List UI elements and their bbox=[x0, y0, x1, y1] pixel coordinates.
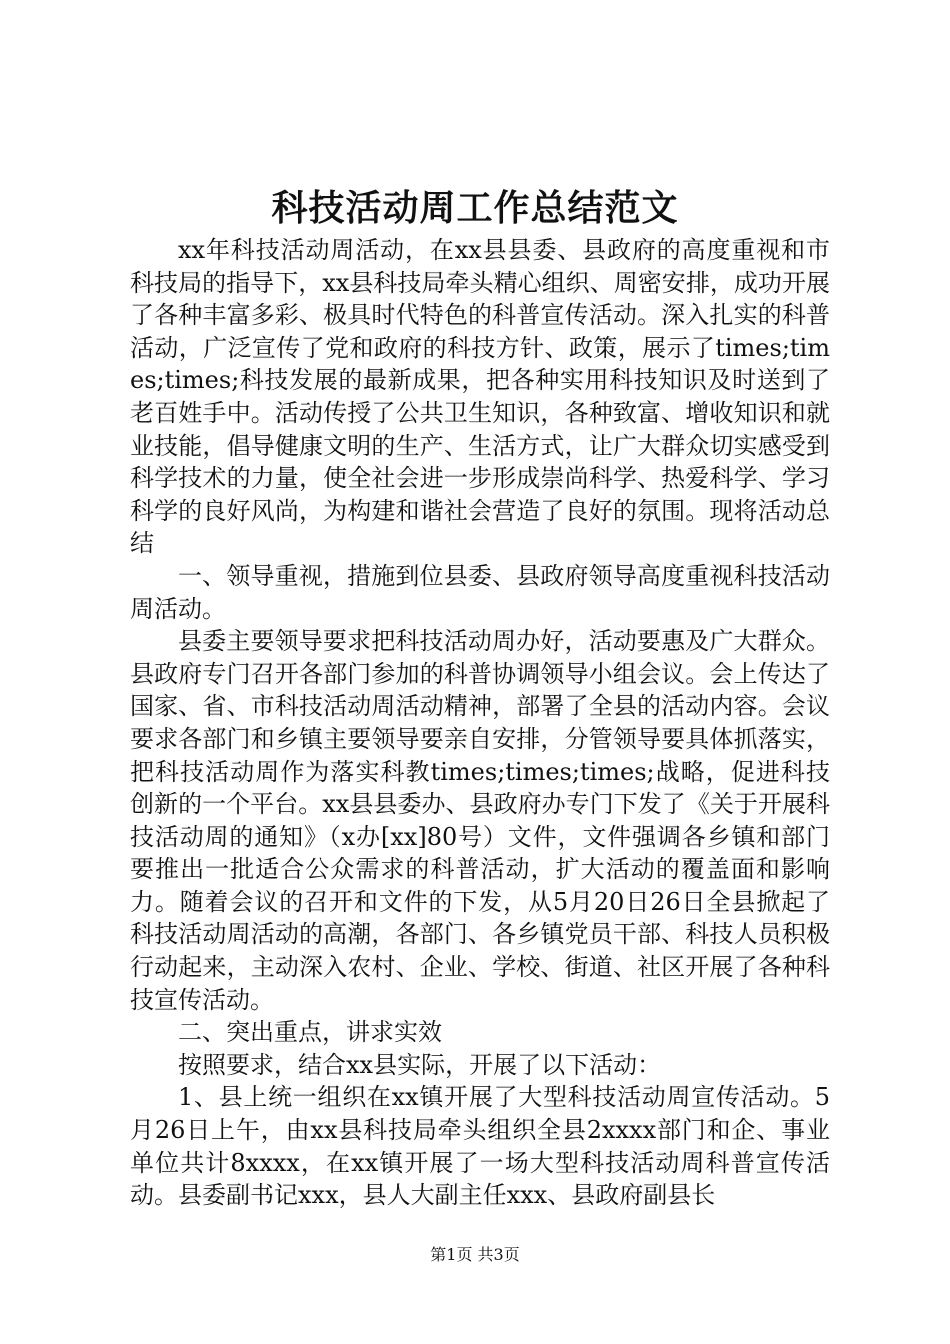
paragraph-intro: xx年科技活动周活动，在xx县县委、县政府的高度重视和市科技局的指导下，xx县科技局牵头精心组织、周密安排，成功开展了各种丰富多彩、极具时代特色的科普宣传活动。深入扎实的科普活动，广泛宣传了党和政府的科技方针、政策，展示了times;times;times;科技发展的最新成果，把各种实用科技知识及时送到了老百姓手中。活动传授了公共卫生知识，各种致富、增收知识和就业技能，倡导健康文明的生产、生活方式，让广大群众切实感受到科学技术的力量，使全社会进一步形成崇尚科学、热爱科学、学习科学的良好风尚，为构建和谐社会营造了良好的氛围。现将活动总结 bbox=[130, 236, 830, 558]
document-body bbox=[130, 234, 830, 1212]
paragraph-activity-1: 1、县上统一组织在xx镇开展了大型科技活动周宣传活动。5月26日上午，由xx县科技局牵头组织全县2xxxx部门和企、事业单位共计8xxxx，在xx镇开展了一场大型科技活动周科普宣传活动。县委副书记xxx，县人大副主任xxx、县政府副县长 bbox=[130, 1083, 830, 1210]
paragraph-section-2-intro: 按照要求，结合xx县实际，开展了以下活动： bbox=[178, 1050, 662, 1079]
paragraph-section-2-heading: 二、突出重点，讲求实效 bbox=[178, 1018, 442, 1047]
paragraph-section-1-heading: 一、领导重视，措施到位县委、县政府领导高度重视科技活动周活动。 bbox=[130, 561, 830, 623]
document-title: 科技活动周工作总结范文 bbox=[271, 187, 679, 229]
page-footer: 第1页 共3页 bbox=[430, 1245, 520, 1264]
paragraph-section-1-body: 县委主要领导要求把科技活动周办好，活动要惠及广大群众。县政府专门召开各部门参加的科普协调领导小组会议。会上传达了国家、省、市科技活动周活动精神，部署了全县的活动内容。会议要求各部门和乡镇主要领导要亲自安排，分管领导要具体抓落实，把科技活动周作为落实科教times;times;times;战略，促进科技创新的一个平台。xx县县委办、县政府办专门下发了《关于开展科技活动周的通知》（x办[xx]80号）文件，文件强调各乡镇和部门要推出一批适合公众需求的科普活动，扩大活动的覆盖面和影响力。随着会议的召开和文件的下发，从5月20日26日全县掀起了科技活动周活动的高潮，各部门、各乡镇党员干部、科技人员积极行动起来，主动深入农村、企业、学校、街道、社区开展了各种科技宣传活动。 bbox=[130, 627, 830, 1014]
